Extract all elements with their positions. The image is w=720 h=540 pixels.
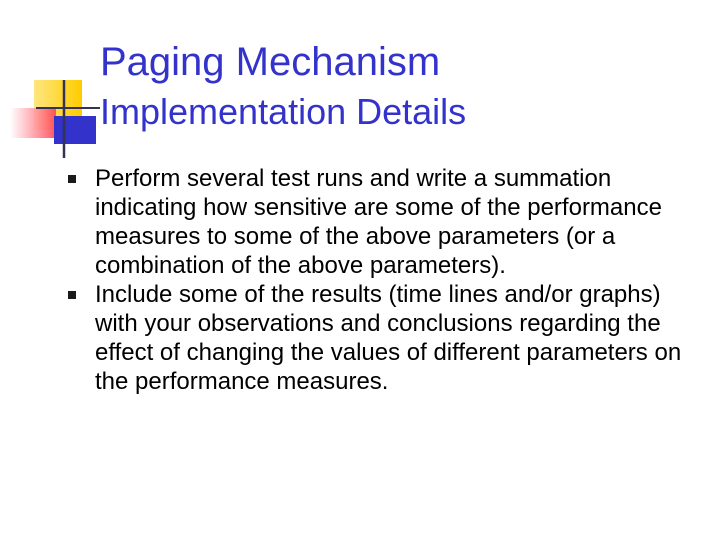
bullet-item bbox=[68, 280, 708, 396]
square-bullet-icon bbox=[68, 291, 76, 299]
bullet-text: Include some of the results (time lines and/or graphs) with your observations and conclusions regarding the effect of changing the values of different parameters on the performance measures. bbox=[95, 281, 682, 395]
bullet-text: Perform several test runs and write a summation indicating how sensitive are some of the performance measures to some of the above parameters (or a combination of the above parameters). bbox=[95, 165, 662, 279]
bullet-list bbox=[68, 164, 708, 396]
slide-title: Paging Mechanism bbox=[100, 40, 441, 84]
bullet-item bbox=[68, 164, 708, 280]
decorative-squares-logo bbox=[0, 0, 100, 170]
slide-subtitle: Implementation Details bbox=[100, 91, 467, 132]
square-bullet-icon bbox=[68, 175, 76, 183]
